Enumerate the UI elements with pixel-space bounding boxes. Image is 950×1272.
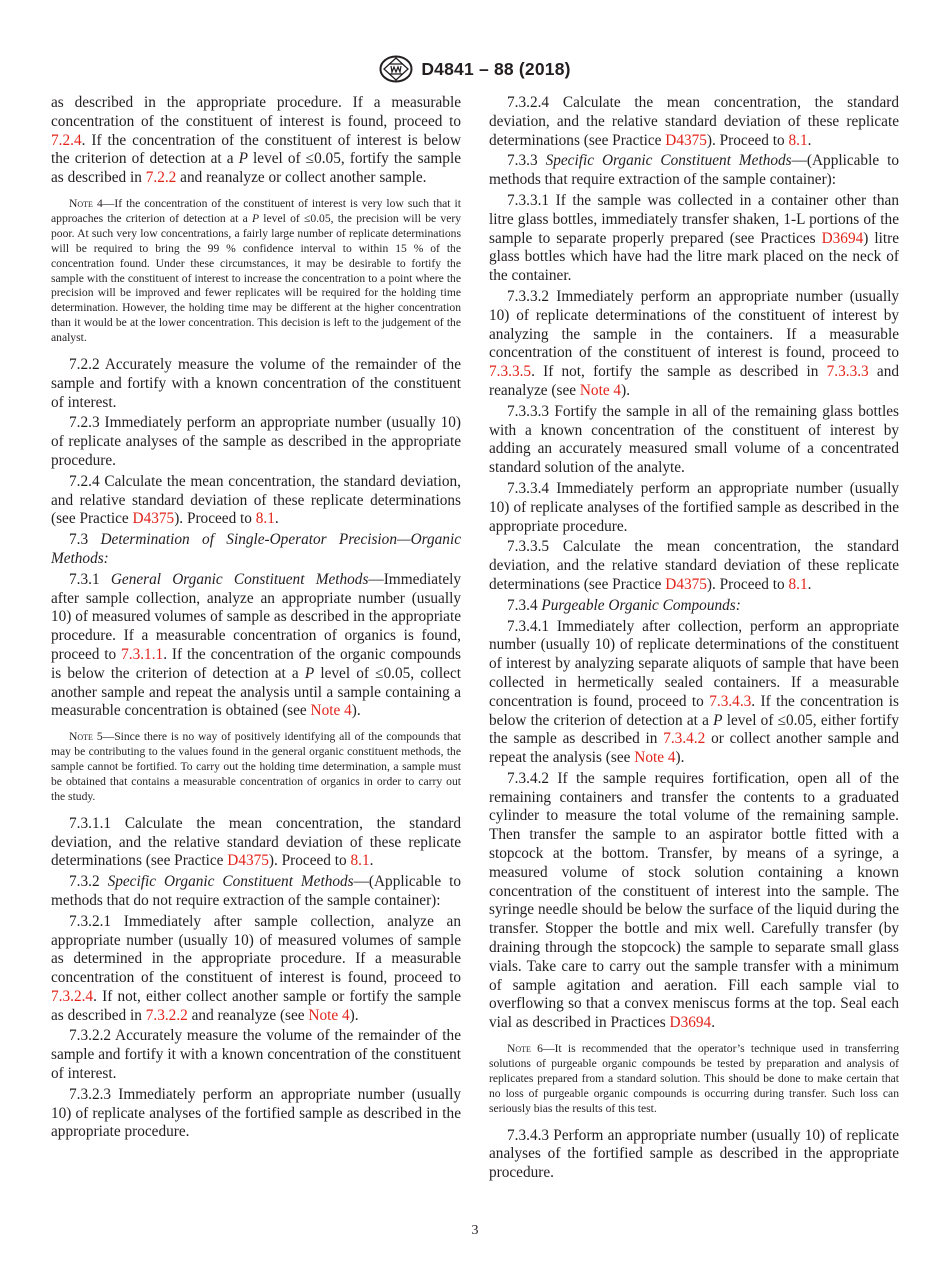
paragraph-7-3-4: 7.3.4 Purgeable Organic Compounds: xyxy=(507,596,741,614)
link-8-1[interactable]: 8.1 xyxy=(350,852,370,870)
link-8-1[interactable]: 8.1 xyxy=(255,510,275,528)
link-7-2-2[interactable]: 7.2.2 xyxy=(145,169,177,187)
link-note-4[interactable]: Note 4 xyxy=(308,1006,350,1024)
paragraph-7-3-3-5: 7.3.3.5 Calculate the mean concentration, the standard deviation, and the relative standard deviation of these replicate determinations (see Practice D4375). Proceed to 8.1. xyxy=(489,538,899,593)
link-7-3-1-1[interactable]: 7.3.1.1 xyxy=(121,646,164,663)
paragraph-7-3-3-2: 7.3.3.2 Immediately perform an appropriate number (usually 10) of replicate determinations of the constituent of interest by analyzing the sample in the containers. If a measurable concentration of the constituent of interest is found, proceed to 7.3.3.5. If not, fortify the sample as described in 7.3.3.3 and reanalyze (see Note 4). xyxy=(489,287,899,399)
link-note-4[interactable]: Note 4 xyxy=(579,381,622,399)
note-4: Note 4—If the concentration of the constituent of interest is very low such that it approaches the criterion of detection at a P level of ≤0.05, the precision will be very poor. At such very low concentrations, a fairly large number of replicate determinations will be required to bring the 99 % confidence interval to within 15 % of the concentration found. Under these circumstances, it may be desirable to fortify the sample with the constituent of interest to increase the concentration to a point where the precision will be improved and fewer replicates will be required for the holding time determination. However, the holding time may be different at the higher concentration than it would be at the lower concentration. This decision is left to the judgement of the analyst. xyxy=(51,196,462,345)
right-column xyxy=(489,94,899,1183)
paragraph-7-3-2: 7.3.2 Specific Organic Constituent Methods—(Applicable to methods that do not require extraction of the sample container): xyxy=(51,873,461,909)
link-7-3-4-3[interactable]: 7.3.4.3 xyxy=(709,692,752,710)
link-7-3-2-4[interactable]: 7.3.2.4 xyxy=(51,987,94,1005)
link-d4375[interactable]: D4375 xyxy=(132,510,175,528)
astm-logo-icon xyxy=(379,55,413,83)
page-header xyxy=(0,54,950,84)
link-8-1[interactable]: 8.1 xyxy=(788,575,808,593)
paragraph-continuation: as described in the appropriate procedure. If a measurable concentration of the constituent of interest is found, proceed to 7.2.4. If the concentration of the constituent of interest is below the criterion of detection at a P level of ≤0.05, fortify the sample as described in 7.2.2 and reanalyze or collect another sample. xyxy=(51,94,461,187)
link-d4375[interactable]: D4375 xyxy=(665,131,707,149)
link-d4375[interactable]: D4375 xyxy=(227,852,269,870)
note-5: Note 5—Since there is no way of positively identifying all of the compounds that may be contributing to the values found in the general organic constituent methods, the sample cannot be fortified. To carry out the holding time determination, a sample must be obtained that contains a measurable concentration of organics in order to carry out the study. xyxy=(51,730,461,803)
left-column xyxy=(51,94,461,1142)
paragraph-7-3: 7.3 Determination of Single-Operator Precision—Organic Methods: xyxy=(51,531,461,568)
link-note-4[interactable]: Note 4 xyxy=(634,749,676,767)
link-7-3-2-2[interactable]: 7.3.2.2 xyxy=(145,1006,188,1024)
link-8-1[interactable]: 8.1 xyxy=(788,131,808,149)
page-number: 3 xyxy=(471,1223,479,1238)
paragraph-7-3-2-1: 7.3.2.1 Immediately after sample collection, analyze an appropriate number (usually 10) of measured volumes of sample as determined in the appropriate procedure. If a measurable concentration of the constituent of interest is found, proceed to 7.3.2.4. If not, either collect another sample or fortify the sample as described in 7.3.2.2 and reanalyze (see Note 4). xyxy=(51,912,461,1024)
link-7-2-4[interactable]: 7.2.4 xyxy=(51,131,82,149)
paragraph-7-3-1-1: 7.3.1.1 Calculate the mean concentration, the standard deviation, and the relative standard deviation of these replicate determinations (see Practice D4375). Proceed to 8.1. xyxy=(51,814,461,870)
paragraph-7-3-3-3: 7.3.3.3 Fortify the sample in all of the remaining glass bottles with a known concentration of the constituent of interest by adding an accurately measured small volume of a concentrated standard solution of the analyte. xyxy=(489,402,899,477)
paragraph-7-3-4-2: 7.3.4.2 If the sample requires fortification, open all of the remaining containers and transfer the contents to a graduated cylinder to measure the total volume of the remaining sample. Then transfer the sample to an aspirator bottle fitted with a stopcock at the bottom. Transfer, by means of a syringe, a measured volume of stock solution containing a known concentration of the constituent of interest into the sample. The syringe needle should be below the surface of the liquid during the transfer. Stopper the bottle and mix well. Carefully transfer (by draining through the stopcock) the sample to separate small glass vials. Take care to carry out the sample transfer with a minimum of sample agitation and aeration. Fill each sample vial to overflowing so that a convex meniscus forms at the top. Seal each vial as described in Practices D3694. xyxy=(489,769,899,1032)
paragraph-7-3-4-1: 7.3.4.1 Immediately after collection, perform an appropriate number (usually 10) of replicate determinations of the constituent of interest by analyzing separate aliquots of sample that have been collected in hermetically sealed containers. If a measurable concentration is found, proceed to 7.3.4.3. If the concentration is below the criterion of detection at a P level of ≤0.05, either fortify the sample as described in 7.3.4.2 or collect another sample and repeat the analysis (see Note 4). xyxy=(489,617,899,767)
link-d3694[interactable]: D3694 xyxy=(669,1014,712,1032)
link-7-3-3-3[interactable]: 7.3.3.3 xyxy=(826,363,869,381)
link-7-3-3-5[interactable]: 7.3.3.5 xyxy=(489,363,532,381)
paragraph-7-2-4: 7.2.4 Calculate the mean concentration, the standard deviation, and relative standard deviation of these replicate determinations (see Practice D4375). Proceed to 8.1. xyxy=(51,472,461,528)
paragraph-7-3-3-1: 7.3.3.1 If the sample was collected in a container other than litre glass bottles, immediately transfer shaken, 1-L portions of the sample to separate properly prepared (see Practices D3694) litre glass bottles which have had the litre mark placed on the neck of the container. xyxy=(489,191,899,285)
standard-designation: D4841 – 88 (2018) xyxy=(421,58,571,79)
paragraph-7-2-2: 7.2.2 Accurately measure the volume of the remainder of the sample and fortify with a known concentration of the constituent of interest. xyxy=(51,356,461,411)
paragraph-7-2-3: 7.2.3 Immediately perform an appropriate number (usually 10) of replicate analyses of the sample as described in the appropriate procedure. xyxy=(51,414,461,470)
paragraph-7-3-1: 7.3.1 General Organic Constituent Methods—Immediately after sample collection, analyze an appropriate number (usually 10) of measured volumes of sample as described in the appropriate procedure. If a measurable concentration of organics is found, proceed to 7.3.1.1. If the concentration of the organic compounds is below the criterion of detection at a P level of ≤0.05, collect another sample and repeat the analysis until a sample containing a measurable concentration is obtained (see Note 4). xyxy=(51,570,462,720)
paragraph-7-3-3-4: 7.3.3.4 Immediately perform an appropriate number (usually 10) of replicate analyses of the fortified sample as described in the appropriate procedure. xyxy=(489,479,899,535)
note-6: Note 6—It is recommended that the operator’s technique used in transferring solutions of purgeable organic compounds be tested by preparation and analysis of replicates prepared from a standard solution. This should be done to make certain that no loss of purgeable organic compounds is occurring during transfer. Such loss can seriously bias the results of this test. xyxy=(489,1042,899,1115)
link-d4375[interactable]: D4375 xyxy=(665,575,707,593)
link-7-3-4-2[interactable]: 7.3.4.2 xyxy=(663,730,706,748)
paragraph-7-3-2-4: 7.3.2.4 Calculate the mean concentration, the standard deviation, and the relative standard deviation of these replicate determinations (see Practice D4375). Proceed to 8.1. xyxy=(489,94,899,149)
link-d3694[interactable]: D3694 xyxy=(821,229,864,247)
link-note-4[interactable]: Note 4 xyxy=(310,702,352,720)
paragraph-7-3-3: 7.3.3 Specific Organic Constituent Methods—(Applicable to methods that require extraction of the sample container): xyxy=(489,152,899,189)
paragraph-7-3-4-3: 7.3.4.3 Perform an appropriate number (usually 10) of replicate analyses of the fortified sample as described in the appropriate procedure. xyxy=(489,1126,899,1182)
paragraph-7-3-2-3: 7.3.2.3 Immediately perform an appropriate number (usually 10) of replicate analyses of the fortified sample as described in the appropriate procedure. xyxy=(51,1085,461,1141)
paragraph-7-3-2-2: 7.3.2.2 Accurately measure the volume of the remainder of the sample and fortify it with a known concentration of the constituent of interest. xyxy=(51,1027,461,1083)
